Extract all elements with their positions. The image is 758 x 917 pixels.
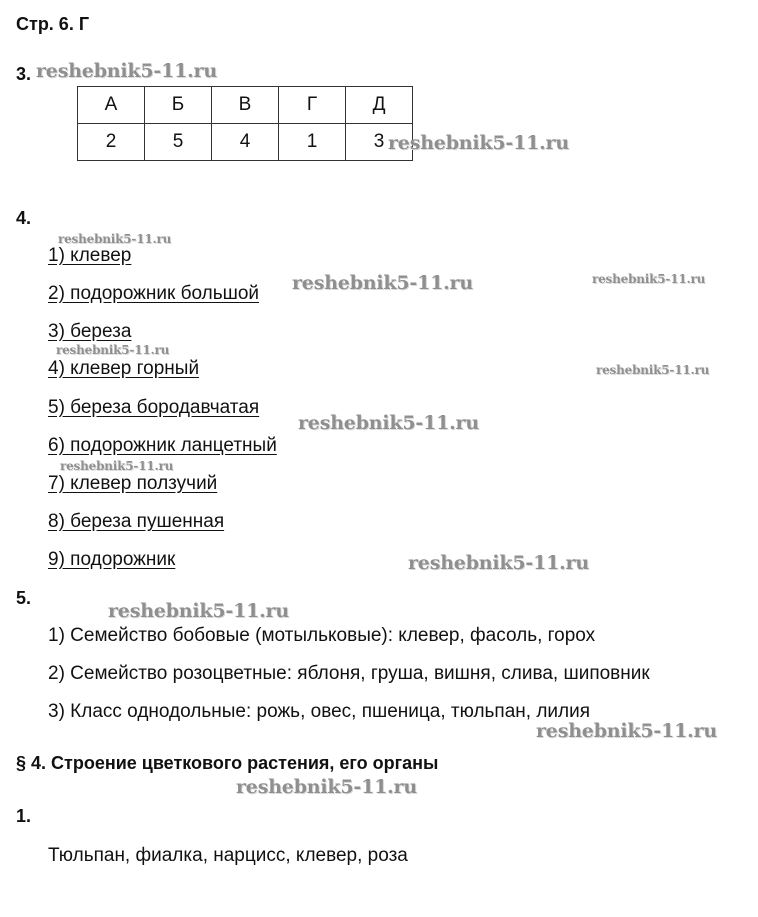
page-header: Стр. 6. Г	[16, 14, 90, 34]
list-item: 9) подорожник	[48, 549, 176, 570]
watermark: reshebnik5-11.ru	[292, 272, 473, 294]
watermark: reshebnik5-11.ru	[36, 60, 217, 82]
list-item: 3) береза	[48, 321, 132, 342]
answer-table-header: А	[78, 87, 145, 124]
watermark: reshebnik5-11.ru	[108, 600, 289, 622]
task1-number: 1.	[16, 806, 32, 826]
watermark: reshebnik5-11.ru	[56, 343, 170, 357]
answer-table-header: Б	[145, 87, 212, 124]
list-item: 1) клевер	[48, 245, 132, 266]
list-item: 6) подорожник ланцетный	[48, 435, 277, 456]
answer-line: 3) Класс однодольные: рожь, овес, пшеница, тюльпан, лилия	[48, 701, 591, 722]
answer-table-header: В	[212, 87, 279, 124]
answer-table-value-row	[78, 124, 413, 161]
watermark: reshebnik5-11.ru	[408, 552, 589, 574]
list-item: 8) береза пушенная	[48, 511, 225, 532]
watermark: reshebnik5-11.ru	[298, 412, 479, 434]
watermark: reshebnik5-11.ru	[58, 232, 172, 246]
watermark: reshebnik5-11.ru	[536, 720, 717, 742]
answer-table-header-row	[78, 87, 413, 124]
list-item: 2) подорожник большой	[48, 283, 260, 304]
watermark: reshebnik5-11.ru	[236, 776, 417, 798]
task5-number: 5.	[16, 588, 32, 608]
answer-table-cell: 2	[78, 124, 145, 161]
watermark: reshebnik5-11.ru	[388, 132, 569, 154]
answer-table-header: Д	[346, 87, 413, 124]
list-item: 5) береза бородавчатая	[48, 397, 260, 418]
answer-table-cell: 4	[212, 124, 279, 161]
answer-line: Тюльпан, фиалка, нарцисс, клевер, роза	[48, 845, 408, 866]
answer-table	[77, 86, 413, 161]
answer-table-header: Г	[279, 87, 346, 124]
list-item: 7) клевер ползучий	[48, 473, 218, 494]
task4-number: 4.	[16, 208, 32, 228]
task3-number: 3.	[16, 64, 32, 84]
section-title: § 4. Строение цветкового растения, его органы	[16, 753, 439, 773]
answer-line: 2) Семейство розоцветные: яблоня, груша, вишня, слива, шиповник	[48, 663, 650, 684]
answer-table-cell: 1	[279, 124, 346, 161]
watermark: reshebnik5-11.ru	[592, 272, 706, 286]
watermark: reshebnik5-11.ru	[596, 363, 710, 377]
answer-table-cell: 5	[145, 124, 212, 161]
answer-line: 1) Семейство бобовые (мотыльковые): клевер, фасоль, горох	[48, 625, 596, 646]
watermark: reshebnik5-11.ru	[60, 459, 174, 473]
list-item: 4) клевер горный	[48, 358, 200, 379]
answer-table-cell: 3	[346, 124, 413, 161]
